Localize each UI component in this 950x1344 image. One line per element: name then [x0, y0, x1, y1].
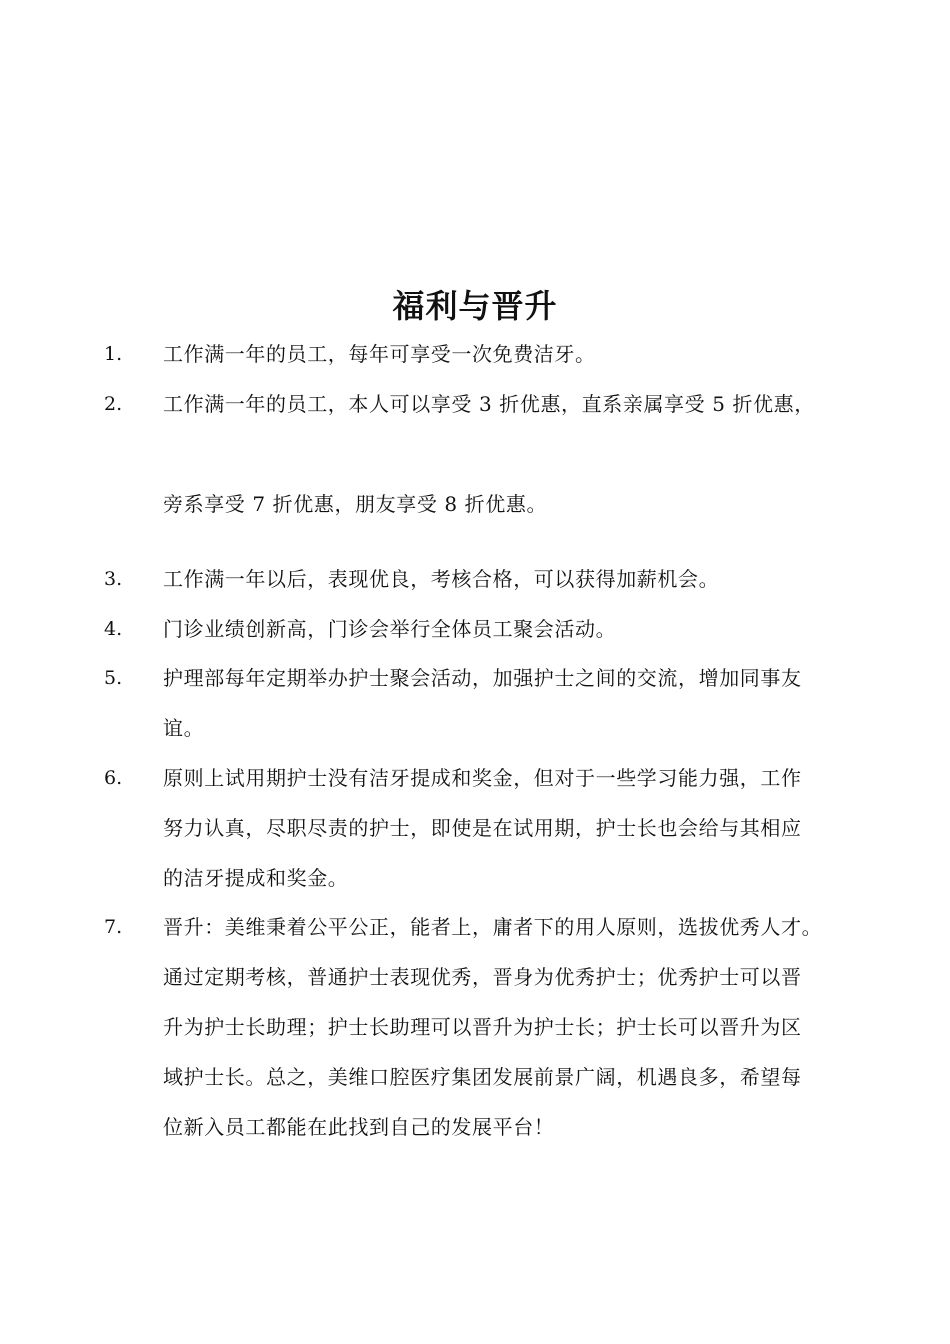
item-text-line: 护理部每年定期举办护士聚会活动，加强护士之间的交流，增加同事友: [163, 666, 802, 690]
item-text-line: 通过定期考核，普通护士表现优秀，晋身为优秀护士；优秀护士可以晋: [163, 965, 802, 989]
item-text-line: 努力认真，尽职尽责的护士，即使是在试用期，护士长也会给与其相应: [163, 816, 802, 840]
item-text-line: 旁系享受 7 折优惠，朋友享受 8 折优惠。: [163, 492, 548, 516]
item-number: 5.: [104, 667, 123, 689]
item-number: 2.: [104, 393, 123, 415]
item-text-line: 域护士长。总之，美维口腔医疗集团发展前景广阔，机遇良多，希望每: [163, 1065, 802, 1089]
item-text-line: 工作满一年的员工，本人可以享受 3 折优惠，直系亲属享受 5 折优惠，: [163, 392, 815, 416]
item-number: 6.: [104, 767, 123, 789]
item-text-line: 谊。: [163, 716, 205, 740]
item-text-line: 的洁牙提成和奖金。: [163, 866, 349, 890]
item-text-line: 门诊业绩创新高，门诊会举行全体员工聚会活动。: [163, 617, 617, 641]
item-number: 7.: [104, 916, 123, 938]
item-text-line: 工作满一年以后，表现优良，考核合格，可以获得加薪机会。: [163, 567, 720, 591]
item-number: 3.: [104, 568, 123, 590]
item-text-line: 升为护士长助理；护士长助理可以晋升为护士长；护士长可以晋升为区: [163, 1015, 802, 1039]
item-text-line: 原则上试用期护士没有洁牙提成和奖金，但对于一些学习能力强，工作: [163, 766, 802, 790]
item-number: 1.: [104, 343, 123, 365]
item-text-line: 位新入员工都能在此找到自己的发展平台！: [163, 1115, 555, 1139]
item-text-line: 工作满一年的员工，每年可享受一次免费洁牙。: [163, 342, 596, 366]
page-title: 福利与晋升: [392, 287, 558, 325]
item-number: 4.: [104, 618, 123, 640]
item-text-line: 晋升：美维秉着公平公正，能者上，庸者下的用人原则，选拔优秀人才。: [163, 915, 823, 939]
